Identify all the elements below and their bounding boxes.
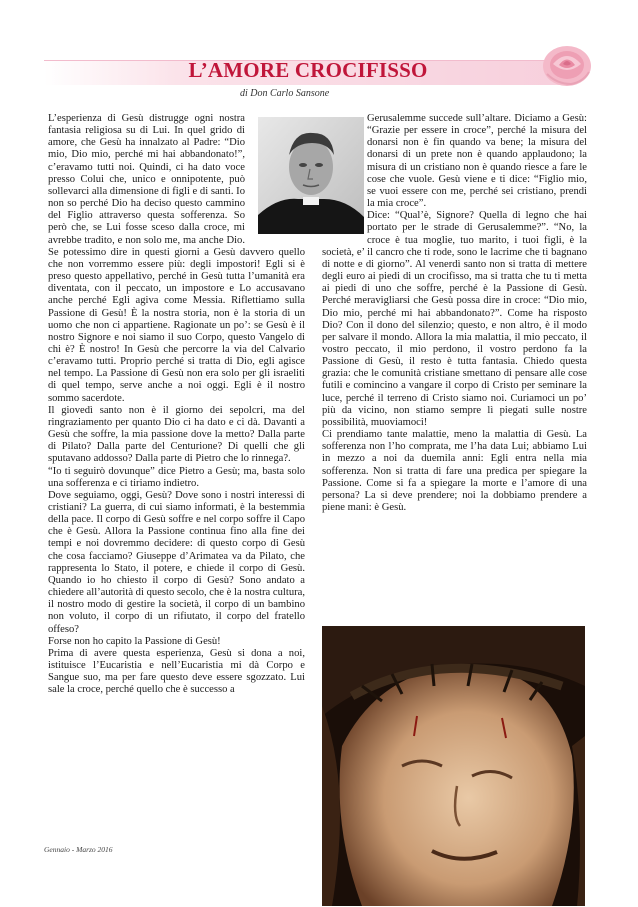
crucified-christ-photo [322,626,585,906]
paragraph: Forse non ho capito la Passione di Gesù! [48,635,221,647]
paragraph: “Io ti seguirò dovunque” dice Pietro a Gesù; ma, basta solo una sofferenza e ci tiriamo indietro. [48,465,305,489]
issue-date: Gennaio - Marzo 2016 [44,845,113,854]
author-byline: di Don Carlo Sansone [240,88,330,99]
paragraph: Ci prendiamo tante malattie, meno la malattia di Gesù. La sofferenza non l’ho comprata, me l’ha data Lui; abbiamo Lui in mezzo a noi da duemila anni: Egli entra nella mia sofferenza. Non si tratta di fare una predica per spiegare la Passione. Come si fa a spiegare la morte e l’amore di una persona? La si deve prendere; noi la dobbiamo prendere a piene mani: è Gesù. [322,429,587,513]
paragraph: Gerusalemme succede sull’altare. Diciamo a Gesù: “Grazie per essere in croce”, perché la misura del donarsi non è fin quando va bene; la misura del donarsi di un prete non è quando applaudono; la misura di un cristiano non è quando riesce a fare le cose che vuole. Gesù viene e ti dice: “Figlio mio, se vuoi essere con me, perché sei cristiano, prendi la mia croce”. [367,113,587,210]
paragraph: Dove seguiamo, oggi, Gesù? Dove sono i nostri interessi di cristiani? La guerra, di cui siamo informati, è la bestemmia della pace. Il corpo di Gesù soffre e nel corpo soffre il Capo che è Gesù. Allora la Passione continua fino alla fine dei tempi e noi dovremmo decidere: di questo corpo di Gesù che cosa facciamo? Giuseppe d’Arimatea va da Pilato, che rappresenta lo Stato, il potere, e chiede il corpo di Gesù. Quando io ho chiesto il corpo di Gesù? Sono andato a chiedere all’autorità di questo secolo, che è la nostra cultura, il nostro modo di gestire la società, il corpo di un bambino non voluto, il corpo di un rifiutato, il corpo del fratello offeso? [48,489,305,635]
left-column [48,113,305,697]
paragraph: Dice: “Qual’è, Signore? Quella di legno che hai portato per le strade di Gerusalemme?”. “No, la croce è tua moglie, tuo marito, i tuoi figli, è la società, e’ il cancro che ti rode, sono le lacrime che ti bagnano di notte e di giorno”. Al venerdì santo non si tratta di mettere degli euro ai piedi di un crocifisso, ma si tratta che tu ti metta ai piedi di uno che soffre, perché è la Passione di Gesù. Perché meravigliarsi che Gesù possa dire in croce: “Dio mio, Dio mio, perché mi hai abbandonato?”. Come ha risposto Dio? Con il dono del silenzio; questo, e non altro, è il modo per salvare il mondo. Allora la mia malattia, il mio peccato, il vostro peccato, il mio perdono, il vostro perdono fa la Passione di Gesù, il resto è tutta fantasia. Chiedo questa grazia: che le comunità cristiane smettano di pensare alle cose futili e comincino a vangare il corpo di Cristo per seminare la luce, perché il terreno di Cristo siamo noi. Curiamoci un po’ più da vicino, non stiamo sempre lì piegati sulle nostre possibilità, muoviamoci! [322,210,587,428]
page-title: L’AMORE CROCIFISSO [188,58,428,82]
rose-icon [537,40,593,90]
right-column [322,113,587,514]
paragraph: Prima di avere questa esperienza, Gesù si dona a noi, istituisce l’Eucaristia e nell’Eucaristia mi dà Corpo e Sangue suo, ma per fare questo deve essere sgozzato. Lui sale la croce, perché quello che è successo a [48,647,305,696]
paragraph: Il giovedì santo non è il giorno dei sepolcri, ma del ringraziamento per quanto Dio ci ha dato e ci dà. Davanti a Gesù che soffre, la mia passione dove la metto? Dalla parte di Pilato? Dalla parte del Centurione? Di quelli che gli sputavano addosso? Dalla parte di Pietro che lo rinnega?. [48,404,305,465]
paragraph: L’esperienza di Gesù distrugge ogni nostra fantasia religiosa su di Lui. In quel grido di amore, che Gesù ha innalzato al Padre: “Dio mio, Dio mio, perché mi hai abbandonato!”, c’eravamo tutti noi. Quindi, ci ha dato voce presso Colui che, unico e onnipotente, può sollevarci alla dimensione di figli e di santi. Io non so perché Dio ha deciso questo cammino del Figlio attraverso questa sofferenza. So però che, se Lui fosse sceso dalla croce, mi avrebbe tradito, e non solo me, ma anche Dio. Se potessimo dire in questi giorni a Gesù davvero quello che non vorremmo essere più: degli impostori! Egli si è preso questo appellativo, perché in Gesù tutta l’umanità era diventata, con il peccato, un impostore e Lo accusavano anche perché Egli agiva come Messia. Riflettiamo sulla Passione di Gesù! È la nostra storia, non è la storia di un uomo che non ci appartiene. Ragionate un po’: se Gesù è il nostro Signore e noi siamo il suo Corpo, questo Vangelo di chi è? È nostro! In Gesù che percorre la via del Calvario c’eravamo tutti. Proprio perché si tratta di Dio, egli agisce nel tempo. La Passione di Gesù non era solo per gli israeliti di quel tempo, serve anche a noi oggi. Egli è il nostro sommo sacerdote. [48,113,305,404]
